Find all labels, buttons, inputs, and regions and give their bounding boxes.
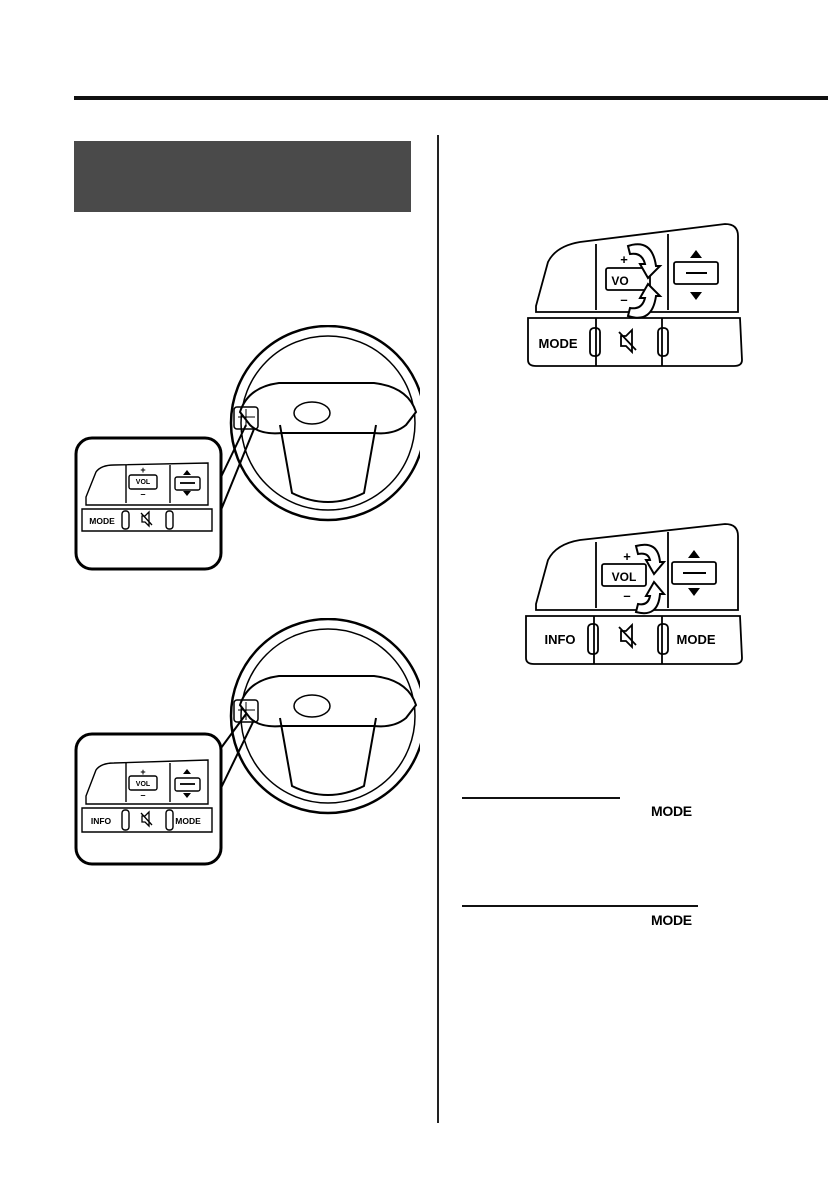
steering-wheel-figure-mode: [74, 325, 420, 575]
mute-icon: [619, 330, 636, 352]
info-label: INFO: [544, 632, 576, 647]
plus-label: +: [620, 252, 628, 267]
switch-callout-frame: [76, 438, 221, 569]
subheading-underline-1: [462, 797, 620, 799]
steering-wheel-icon: [231, 619, 420, 813]
seek-arrows-icon: [683, 550, 706, 596]
vol-label: VO: [611, 274, 629, 288]
switch-callout-frame: [76, 734, 221, 864]
steering-wheel-figure-info: [74, 618, 420, 868]
mode-label: MODE: [175, 816, 201, 826]
info-label: INFO: [90, 816, 112, 826]
mode-button-glyph-1: MODE: [651, 803, 692, 819]
steering-wheel-icon: [231, 326, 420, 520]
volume-switch-figure-info: [520, 520, 744, 670]
vol-label: VOL: [135, 781, 151, 788]
top-rule: [74, 96, 828, 100]
plus-label: +: [623, 549, 631, 564]
plus-label: +: [140, 465, 146, 475]
plus-label: +: [140, 767, 146, 777]
minus-label: –: [623, 588, 631, 603]
mute-icon: [619, 625, 636, 647]
mode-label: MODE: [89, 516, 115, 526]
mode-button-glyph-2: MODE: [651, 912, 692, 928]
seek-arrows-icon: [686, 250, 707, 300]
vol-label: VOL: [135, 479, 151, 486]
minus-label: –: [140, 489, 146, 499]
section-header-bar: [74, 141, 411, 212]
column-divider: [437, 135, 439, 1123]
mode-label: MODE: [676, 632, 716, 647]
rotate-arrow-icon: [628, 244, 660, 318]
volume-switch-figure-mode: [520, 220, 744, 372]
subheading-underline-2: [462, 905, 698, 907]
minus-label: –: [620, 292, 628, 307]
mode-label: MODE: [538, 336, 578, 351]
rotate-arrow-icon: [636, 545, 664, 613]
vol-label: VOL: [611, 570, 637, 584]
minus-label: –: [140, 790, 146, 800]
